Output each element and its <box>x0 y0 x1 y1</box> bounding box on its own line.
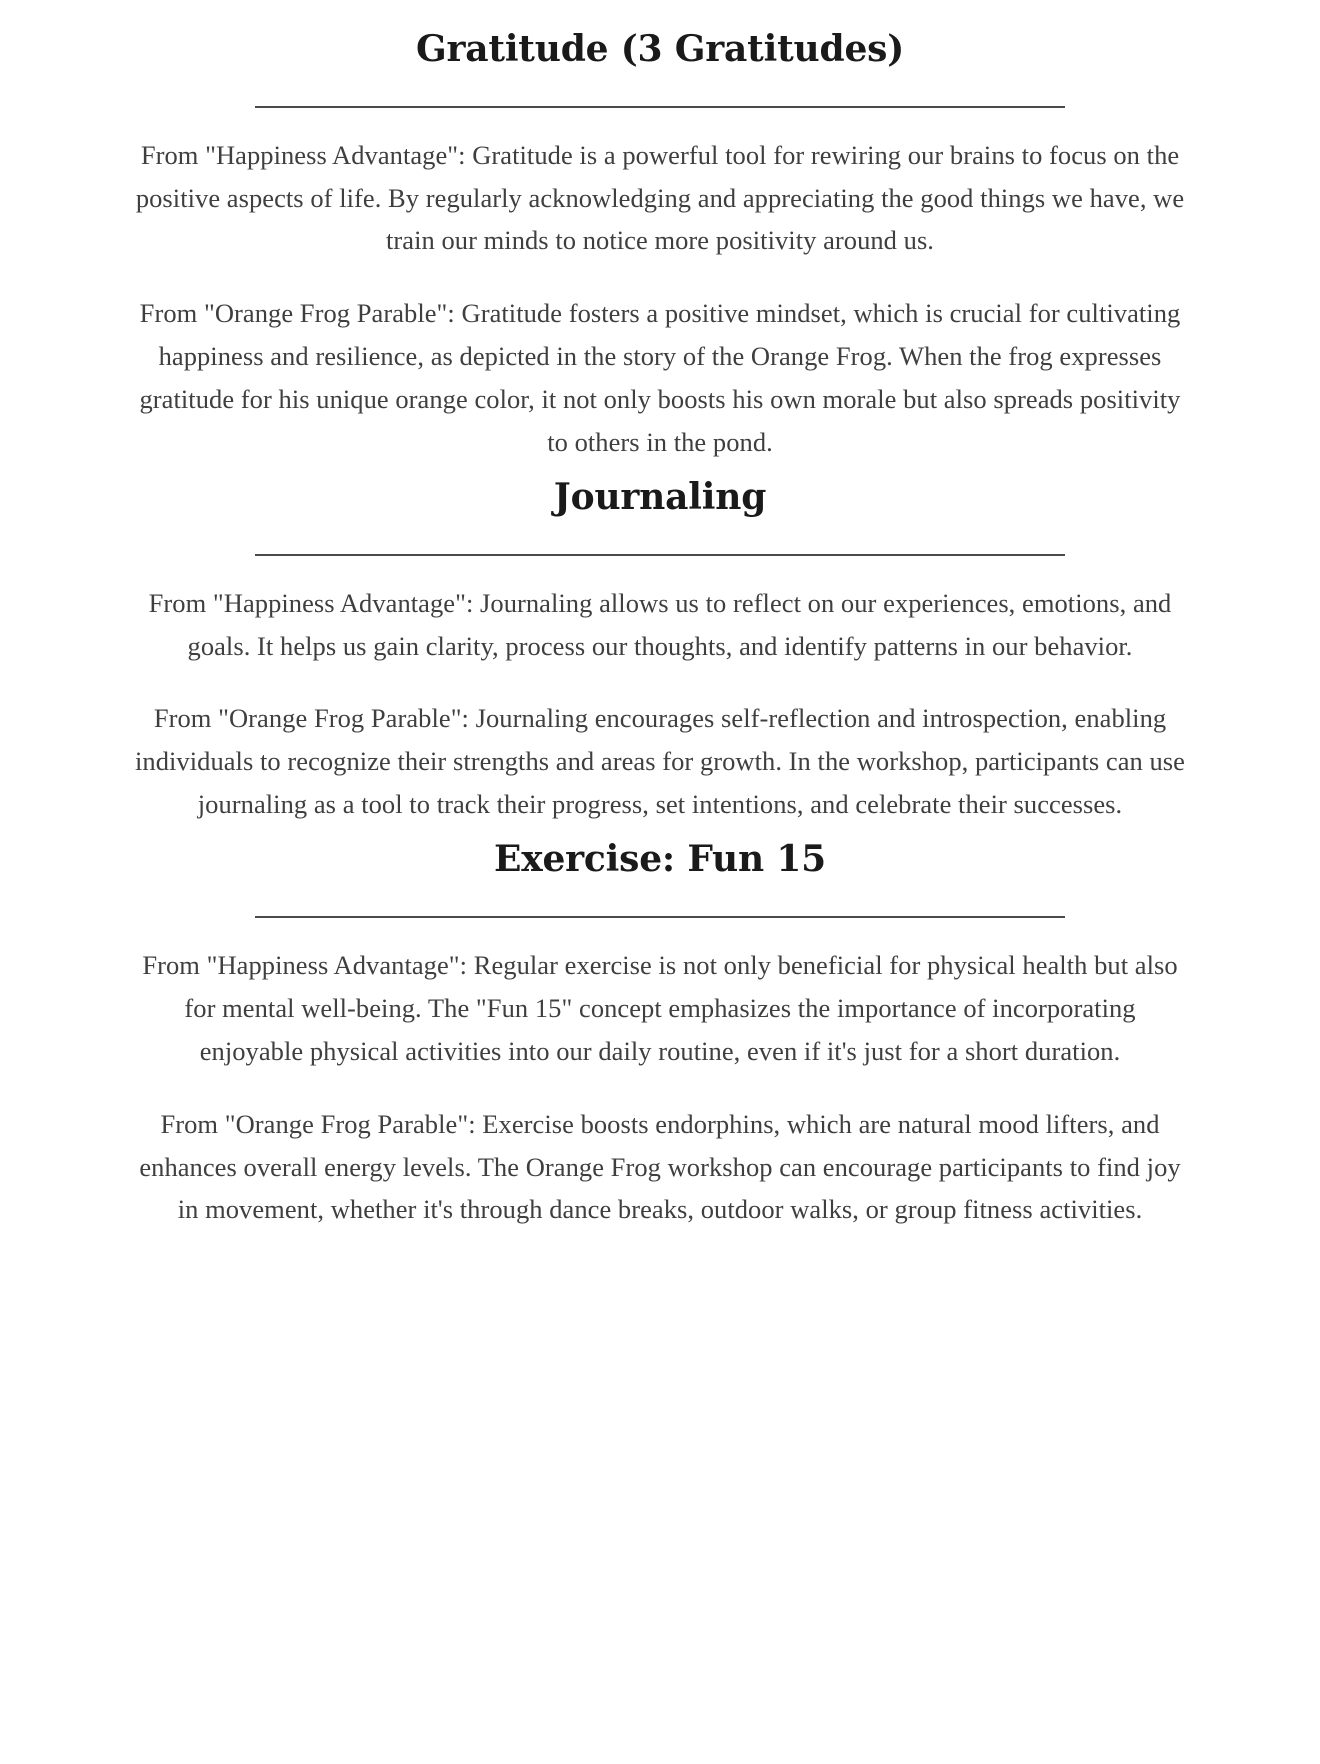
paragraph: From "Happiness Advantage": Gratitude is a powerful tool for rewiring our brains to focus on the positive aspects of life. By regularly acknowledging and appreciating the good things we have, we train our minds to notice more positivity around us. <box>135 139 1185 256</box>
section-gratitude <box>130 18 1190 464</box>
section-divider <box>130 916 1190 918</box>
paragraph: From "Orange Frog Parable": Gratitude fosters a positive mindset, which is crucial for cultivating happiness and resilience, as depicted in the story of the Orange Frog. When the frog expresses gratitude for his unique orange color, it not only boosts his own morale but also spreads positivity to others in the pond. <box>139 298 1181 458</box>
paragraph: From "Happiness Advantage": Journaling allows us to reflect on our experiences, emotions, and goals. It helps us gain clarity, process our thoughts, and identify patterns in our behavior. <box>148 587 1172 661</box>
paragraph: From "Orange Frog Parable": Journaling encourages self-reflection and introspection, enabling individuals to recognize their strengths and areas for growth. In the workshop, participants can use journaling as a tool to track their progress, set intentions, and celebrate their successes. <box>135 703 1185 820</box>
section-journaling <box>130 478 1190 826</box>
paragraph: From "Happiness Advantage": Regular exercise is not only beneficial for physical health but also for mental well-being. The "Fun 15" concept emphasizes the importance of incorporating enjoyable physical activities into our daily routine, even if it's just for a short duration. <box>142 949 1178 1066</box>
section-title: Exercise: Fun 15 <box>493 838 827 881</box>
section-divider <box>130 554 1190 556</box>
paragraph: From "Orange Frog Parable": Exercise boosts endorphins, which are natural mood lifters, and enhances overall energy levels. The Orange Frog workshop can encourage participants to find joy in movement, whether it's through dance breaks, outdoor walks, or group fitness activities. <box>139 1108 1181 1225</box>
section-exercise-fun-15 <box>130 840 1190 1231</box>
section-divider <box>130 106 1190 108</box>
section-title: Journaling <box>553 476 767 519</box>
section-title: Gratitude (3 Gratitudes) <box>415 28 905 70</box>
